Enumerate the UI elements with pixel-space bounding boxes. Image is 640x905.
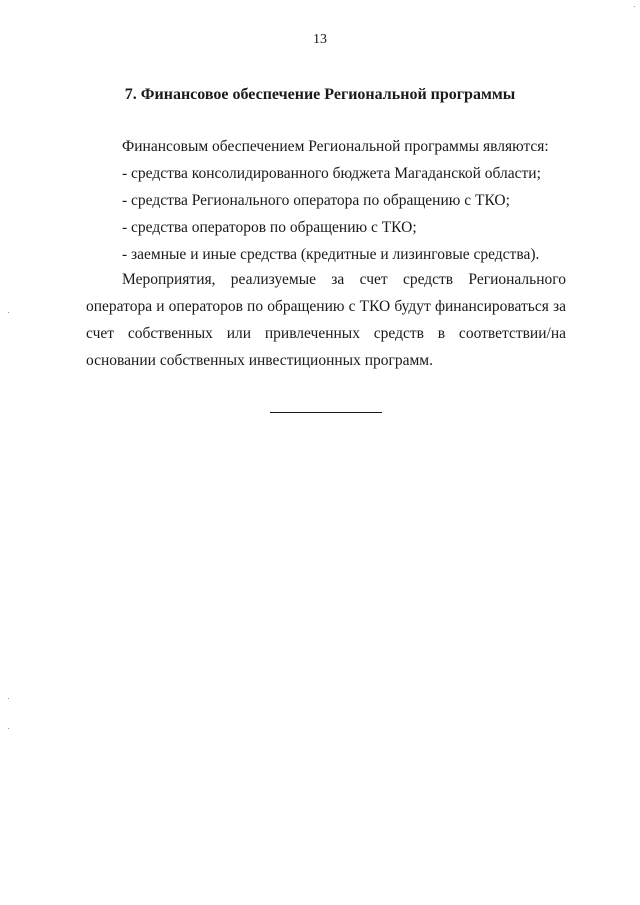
scan-artifact [634, 6, 635, 7]
funding-item: - средства консолидированного бюджета Магаданской области; [122, 165, 541, 182]
scan-artifact [8, 698, 9, 699]
page-number: 13 [313, 32, 327, 47]
funding-lead: Финансовым обеспечением Региональной программы являются: [122, 138, 549, 155]
funding-sources-list [86, 133, 566, 268]
scan-artifact [8, 728, 9, 729]
activities-text: Мероприятия, реализуемые за счет средств Регионального оператора и операторов по обращению с ТКО будут финансироваться за счет собственных или привлеченных средств в соответствии/на основании собственных инвестиционных программ. [86, 271, 566, 369]
section-title: 7. Финансовое обеспечение Региональной программы [124, 86, 516, 103]
scan-artifact [8, 312, 9, 313]
end-divider [270, 412, 382, 413]
funding-item: - средства операторов по обращению с ТКО; [122, 219, 417, 236]
funding-item: - средства Регионального оператора по обращению с ТКО; [122, 192, 510, 209]
funding-item: - заемные и иные средства (кредитные и лизинговые средства). [122, 246, 540, 263]
activities-paragraph [86, 266, 566, 374]
